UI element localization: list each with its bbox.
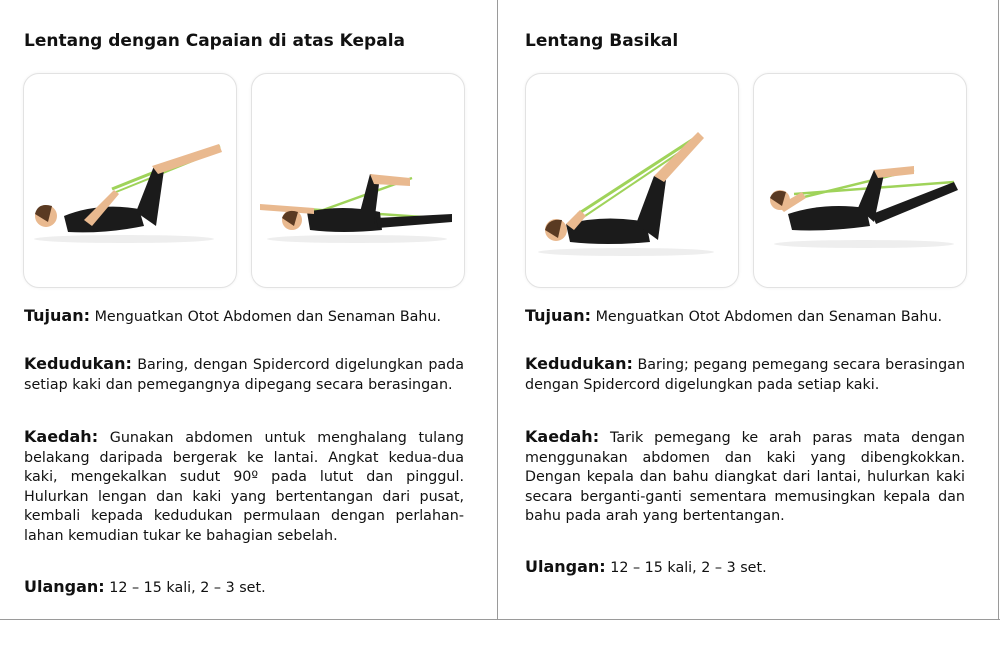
position-text: Baring, dengan Spidercord digelungkan pada setiap kaki dan pemegangnya dipegang secara berasingan. xyxy=(24,357,464,393)
exercise-panel-right xyxy=(498,0,998,620)
objective-text: Menguatkan Otot Abdomen dan Senaman Bahu. xyxy=(595,309,943,325)
exercise-title: Lentang dengan Capaian di atas Kepala xyxy=(24,31,405,51)
method-text: Gunakan abdomen untuk menghalang tulang belakang daripada bergerak ke lantai. Angkat kedua-dua kaki, mengekalkan sudut 90º pada lutut dan pinggul. Hulurkan lengan dan kaki yang bertentangan dari pusat, kembali kepada kedudukan permulaan dengan perlahan-lahan kemudian tukar ke bahagian sebelah. xyxy=(24,430,464,544)
objective-label: Tujuan: xyxy=(525,306,592,325)
repetition-label: Ulangan: xyxy=(525,557,606,576)
method-label: Kaedah: xyxy=(24,427,99,446)
exercise-photo-3 xyxy=(525,73,739,288)
position-text: Baring; pegang pemegang secara berasingan dengan Spidercord digelungkan pada setiap kaki. xyxy=(525,357,966,393)
repetition-paragraph xyxy=(24,577,464,599)
method-paragraph xyxy=(24,427,464,547)
objective-paragraph xyxy=(24,306,464,328)
position-label: Kedudukan: xyxy=(525,354,633,373)
exercise-photo-1 xyxy=(23,73,237,288)
exercise-photo-2 xyxy=(251,73,465,288)
objective-paragraph xyxy=(525,306,965,328)
objective-text: Menguatkan Otot Abdomen dan Senaman Bahu. xyxy=(94,309,442,325)
repetition-text: 12 – 15 kali, 2 – 3 set. xyxy=(610,560,767,576)
repetition-text: 12 – 15 kali, 2 – 3 set. xyxy=(109,580,266,596)
right-border xyxy=(998,0,999,620)
position-label: Kedudukan: xyxy=(24,354,132,373)
exercise-photo-4 xyxy=(753,73,967,288)
exercise-title: Lentang Basikal xyxy=(525,31,679,51)
method-paragraph xyxy=(525,427,965,527)
repetition-label: Ulangan: xyxy=(24,577,105,596)
repetition-paragraph xyxy=(525,557,965,579)
method-text: Tarik pemegang ke arah paras mata dengan menggunakan abdomen dan kaki yang dibengkokkan. Dengan kepala dan bahu diangkat dari lantai, hulurkan kaki secara berganti-ganti sementara memusingkan kepala dan bahu pada arah yang bertentangan. xyxy=(525,430,965,525)
objective-label: Tujuan: xyxy=(24,306,91,325)
position-paragraph xyxy=(24,354,464,395)
exercise-panel-left xyxy=(0,0,497,620)
method-label: Kaedah: xyxy=(525,427,600,446)
position-paragraph xyxy=(525,354,965,395)
